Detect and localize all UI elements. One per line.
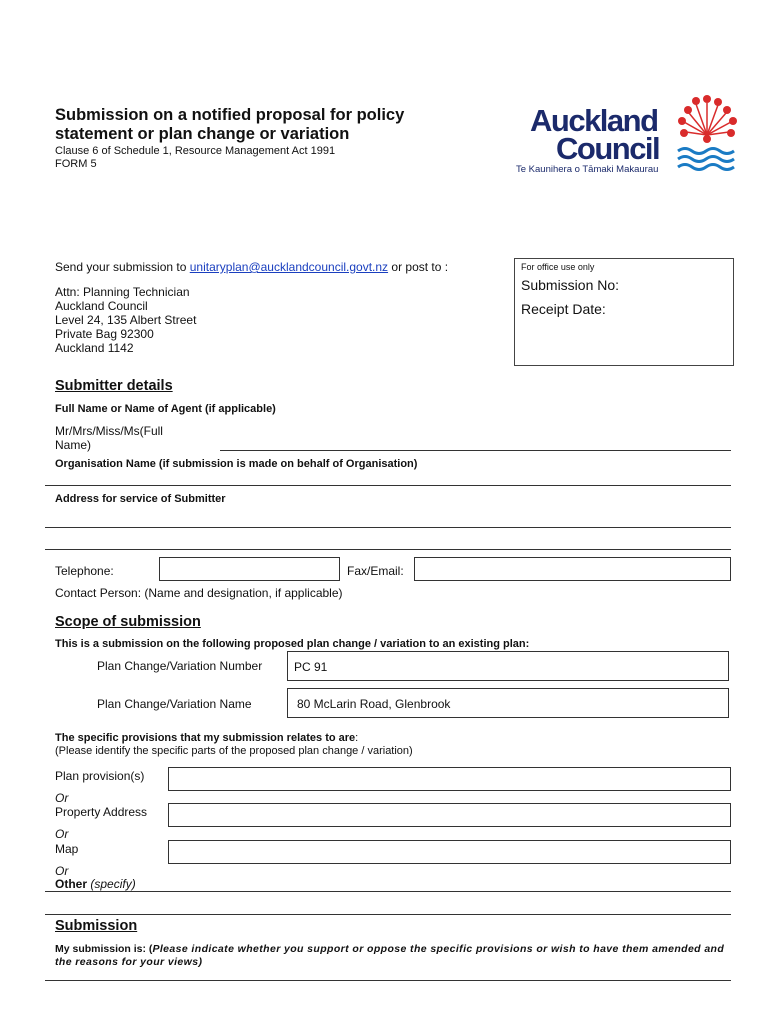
plan-change-number-value: PC 91 [294,660,328,674]
other-field[interactable] [45,891,731,892]
map-field[interactable] [168,840,731,864]
telephone-field[interactable] [159,557,340,581]
address-label: Address for service of Submitter [55,493,226,505]
section-divider [45,914,731,915]
property-address-label: Property Address [55,805,148,819]
form-title [55,106,404,144]
fax-email-label: Fax/Email: [347,564,404,578]
submission-email-link[interactable]: unitaryplan@aucklandcouncil.govt.nz [189,260,389,274]
postal-address: Attn: Planning Technician Auckland Council Level 24, 135 Albert Street Private Bag 92300 Auckland 1142 [55,285,197,355]
title-line-1: Submission on a notified proposal for policy [55,106,405,124]
address-field-line-2[interactable] [45,549,731,550]
submission-field[interactable] [45,980,731,981]
full-name-label: Full Name or Name of Agent (if applicable) [55,403,276,415]
or-label-2: Or [55,827,69,841]
receipt-date-label: Receipt Date: [521,301,606,317]
plan-change-name-field[interactable] [287,688,729,718]
or-label-1: Or [55,791,69,805]
scope-intro: This is a submission on the following proposed plan change / variation to an existing plan: [55,638,530,650]
telephone-label: Telephone: [55,564,114,578]
clause-reference: Clause 6 of Schedule 1, Resource Management Act 1991 [55,145,336,157]
logo-word-auckland: Auckland [530,103,658,138]
plan-change-number-label: Plan Change/Variation Number [97,659,263,673]
title-line-2: statement or plan change or variation [55,125,350,143]
submitter-details-heading: Submitter details [55,378,173,394]
office-use-box [514,258,734,366]
address-field-line-1[interactable] [45,527,731,528]
pohutukawa-icon [674,95,742,173]
property-address-field[interactable] [168,803,731,827]
submission-heading: Submission [55,918,138,934]
title-name-label: Mr/Mrs/Miss/Ms(Full Name) [55,424,163,452]
form-number: FORM 5 [55,158,97,170]
plan-change-name-label: Plan Change/Variation Name [97,697,252,711]
or-label-3: Or [55,864,69,878]
specific-provisions-text: The specific provisions that my submission relates to are: (Please identify the specific parts of the proposed plan change / variation) [55,732,413,757]
map-label: Map [55,842,79,856]
full-name-field[interactable] [220,450,731,451]
submission-number-label: Submission No: [521,277,620,293]
logo-word-council: Council [556,131,660,166]
fax-email-field[interactable] [414,557,731,581]
organisation-field[interactable] [45,485,731,486]
submission-instructions: My submission is: (Please indicate whether you support or oppose the specific provisions or wish to have them amended and the reasons for your views) [55,943,725,968]
plan-change-number-field[interactable] [287,651,729,681]
other-label: Other (specify) [55,877,136,891]
plan-provisions-field[interactable] [168,767,731,791]
send-instructions: Send your submission to unitaryplan@aucklandcouncil.govt.nz or post to : [55,260,449,274]
scope-heading: Scope of submission [55,614,201,630]
contact-person-label: Contact Person: (Name and designation, if applicable) [55,586,343,600]
office-use-label: For office use only [521,262,595,272]
plan-change-name-value: 80 McLarin Road, Glenbrook [297,697,451,711]
plan-provisions-label: Plan provision(s) [55,769,145,783]
logo-tagline: Te Kaunihera o Tāmaki Makaurau [516,164,659,175]
organisation-label: Organisation Name (if submission is made on behalf of Organisation) [55,458,418,470]
auckland-council-logo [516,95,743,200]
